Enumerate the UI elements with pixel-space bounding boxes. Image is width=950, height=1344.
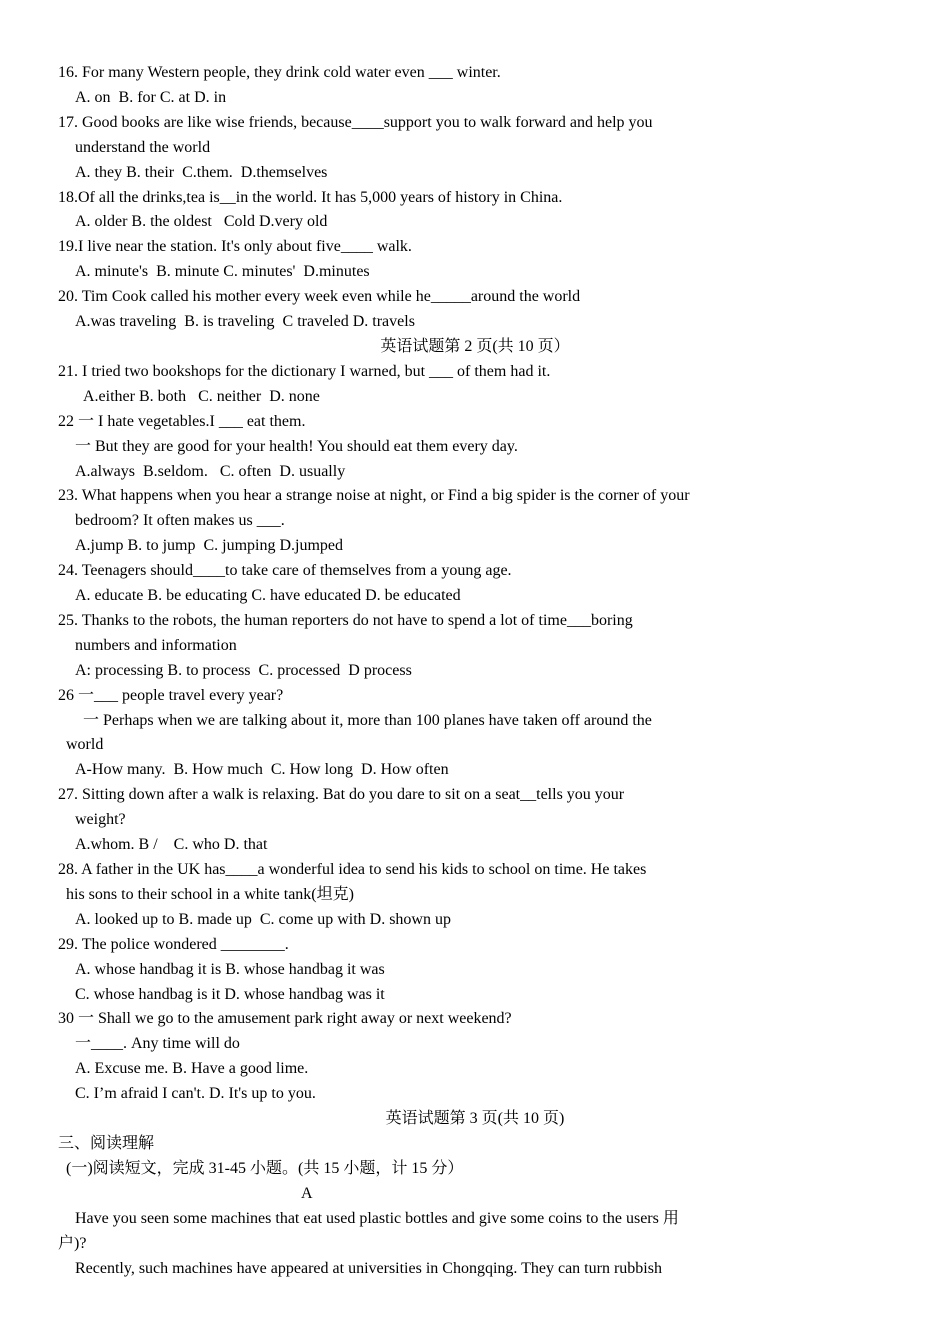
question-18 (0, 186, 950, 236)
passage-line: Recently, such machines have appeared at universities in Chongqing. They can turn rubbish (75, 1259, 662, 1277)
question-stem-continuation: world (66, 736, 104, 754)
passage-line: 户)? (58, 1234, 87, 1252)
question-stem-continuation: 一 But they are good for your health! You should eat them every day. (75, 437, 518, 455)
question-stem: 19.I live near the station. It's only about five____ walk. (58, 238, 412, 256)
question-options: A. on B. for C. at D. in (75, 88, 227, 106)
question-options: A-How many. B. How much C. How long D. How often (75, 761, 449, 779)
question-stem: 29. The police wondered ________. (58, 935, 289, 953)
section-heading: 三、阅读理解 (58, 1134, 155, 1152)
question-options: C. whose handbag is it D. whose handbag was it (75, 985, 385, 1003)
question-stem: 20. Tim Cook called his mother every week even while he_____around the world (58, 288, 581, 306)
question-options: A. educate B. be educating C. have educated D. be educated (75, 587, 461, 605)
question-stem: 26 一___ people travel every year? (58, 686, 284, 704)
question-stem: 17. Good books are like wise friends, because____support you to walk forward and help you (58, 113, 653, 131)
question-stem-continuation: 一____. Any time will do (75, 1035, 240, 1053)
question-options: A. minute's B. minute C. minutes' D.minutes (75, 263, 370, 281)
question-27 (0, 783, 950, 858)
question-options: A. whose handbag it is B. whose handbag it was (75, 960, 385, 978)
question-stem: 27. Sitting down after a walk is relaxing. Bat do you dare to sit on a seat__tells you your (58, 786, 625, 804)
section-instruction: (一)阅读短文，完成 31-45 小题。(共 15 小题，计 15 分） (66, 1159, 464, 1177)
question-29 (0, 933, 950, 1008)
question-24 (0, 559, 950, 609)
question-stem: 24. Teenagers should____to take care of themselves from a young age. (58, 562, 512, 580)
question-28 (0, 858, 950, 933)
question-30 (0, 1007, 950, 1107)
question-options: A. they B. their C.them. D.themselves (75, 163, 328, 181)
question-stem: 18.Of all the drinks,tea is__in the world. It has 5,000 years of history in China. (58, 188, 563, 206)
question-options: A. older B. the oldest Cold D.very old (75, 213, 328, 231)
question-stem-continuation: 一 Perhaps when we are talking about it, more than 100 planes have taken off around the (83, 711, 652, 729)
question-options: C. I’m afraid I can't. D. It's up to you. (75, 1085, 316, 1103)
question-options: A. Excuse me. B. Have a good lime. (75, 1060, 309, 1078)
question-options: A. looked up to B. made up C. come up with D. shown up (75, 910, 451, 928)
question-stem: 28. A father in the UK has____a wonderful idea to send his kids to school on time. He takes (58, 861, 647, 878)
question-stem-continuation: weight? (75, 811, 126, 829)
question-stem: 30 一 Shall we go to the amusement park right away or next weekend? (58, 1010, 512, 1028)
question-options: A.jump B. to jump C. jumping D.jumped (75, 537, 344, 555)
question-stem: 21. I tried two bookshops for the dictionary I warned, but ___ of them had it. (58, 362, 551, 380)
question-21 (0, 360, 950, 410)
question-options: A.was traveling B. is traveling C traveled D. travels (75, 313, 415, 331)
question-stem: 22 一 I hate vegetables.I ___ eat them. (58, 412, 306, 430)
question-stem: 25. Thanks to the robots, the human reporters do not have to spend a lot of time___boring (58, 611, 633, 629)
question-26 (0, 684, 950, 784)
page-footer: 英语试题第 3 页(共 10 页) (385, 1110, 565, 1128)
question-25 (0, 609, 950, 684)
question-stem-continuation: his sons to their school in a white tank(坦克) (66, 885, 354, 903)
question-16 (0, 61, 950, 111)
question-20 (0, 285, 950, 335)
question-stem-continuation: understand the world (75, 138, 211, 156)
question-stem: 23. What happens when you hear a strange noise at night, or Find a big spider is the corner of your (58, 487, 690, 505)
question-22 (0, 410, 950, 485)
question-options: A.either B. both C. neither D. none (83, 387, 320, 405)
question-options: A.always B.seldom. C. often D. usually (75, 462, 346, 480)
passage-label: A (301, 1184, 313, 1202)
question-options: A: processing B. to process C. processed D process (75, 661, 412, 679)
page-footer: 英语试题第 2 页(共 10 页） (380, 337, 570, 355)
question-19 (0, 235, 950, 285)
question-stem: 16. For many Western people, they drink cold water even ___ winter. (58, 64, 501, 81)
question-stem-continuation: bedroom? It often makes us ___. (75, 512, 285, 530)
question-options: A.whom. B / C. who D. that (75, 836, 268, 854)
reading-section (0, 1132, 950, 1281)
question-stem-continuation: numbers and information (75, 636, 237, 654)
question-17 (0, 111, 950, 186)
passage-line: Have you seen some machines that eat used plastic bottles and give some coins to the users 用 (75, 1209, 679, 1227)
question-23 (0, 484, 950, 559)
